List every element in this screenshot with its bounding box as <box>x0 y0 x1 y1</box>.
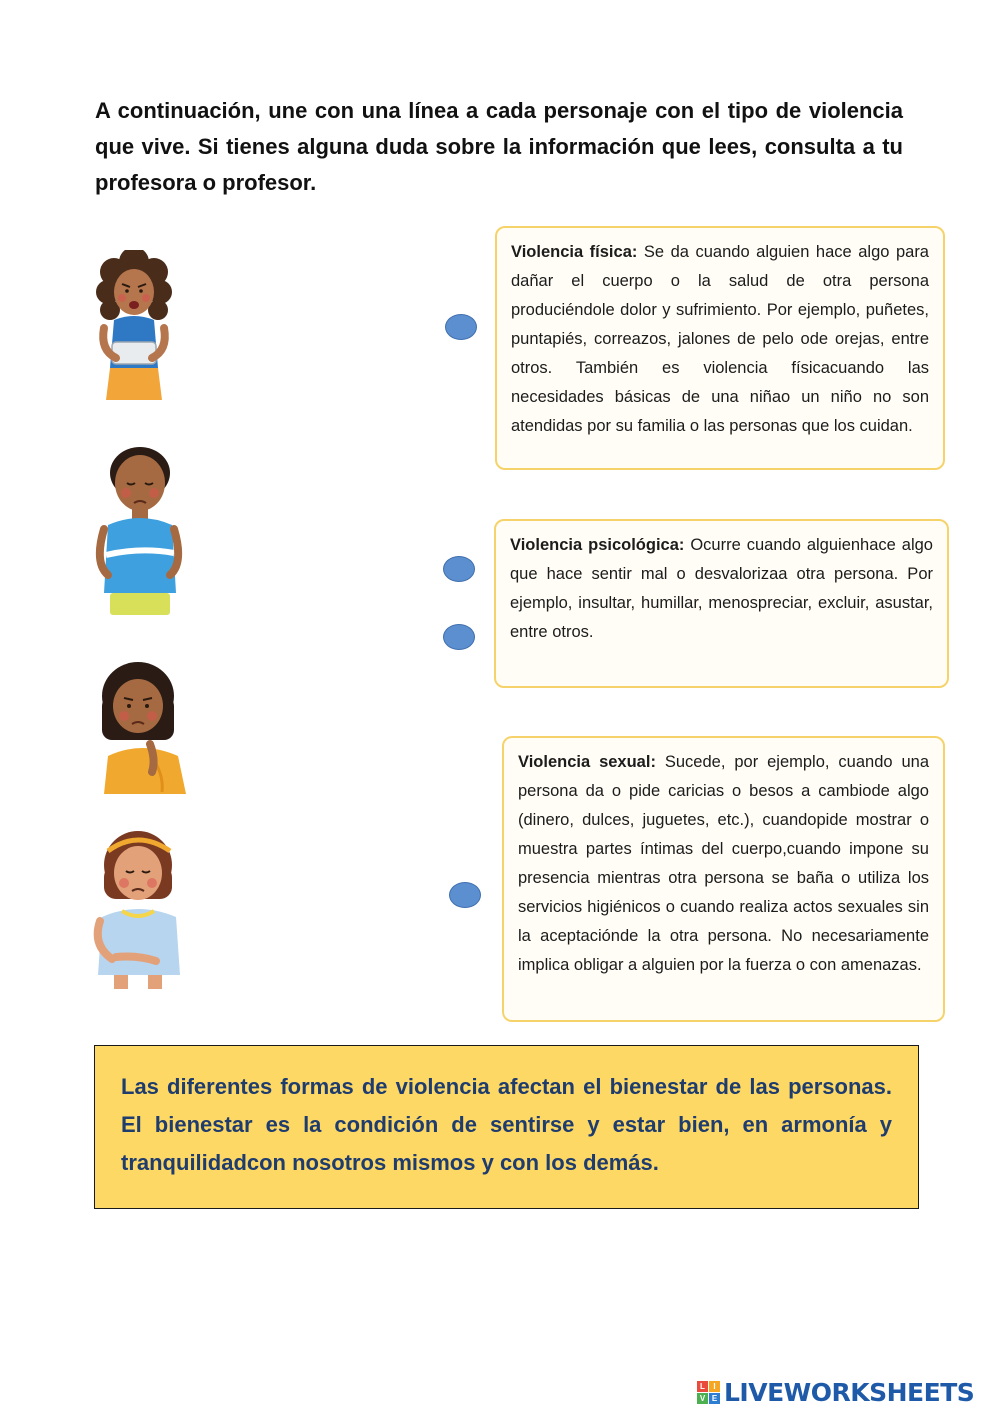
instructions-text: A continuación, une con una línea a cada personaje con el tipo de violencia que vive. Si tienes alguna duda sobre la información que lees, consulta a tu profesora o profesor. <box>95 98 903 195</box>
card-violencia-sexual <box>502 736 945 1022</box>
match-dot-sexual[interactable] <box>449 882 481 908</box>
summary-text: Las diferentes formas de violencia afectan el bienestar de las personas. El bienestar es la condición de sentirse y estar bien, en armonía y tranquilidadcon nosotros mismos y con los demás. <box>121 1074 892 1175</box>
match-dot-psicologica-2[interactable] <box>443 624 475 650</box>
brand-logo-letter: I <box>709 1381 720 1392</box>
brand-logo-letter: L <box>697 1381 708 1392</box>
card-term: Violencia sexual: <box>518 753 665 771</box>
sad-girl-figure <box>92 825 186 991</box>
card-term: Violencia física: <box>511 243 644 261</box>
sad-boy-figure <box>94 443 184 621</box>
card-violencia-psicologica <box>494 519 949 688</box>
angry-girl-figure <box>92 250 176 402</box>
match-dot-fisica[interactable] <box>445 314 477 340</box>
liveworksheets-logo <box>697 1374 974 1410</box>
card-text: Se da cuando alguien hace algo para dañar el cuerpo o la salud de otra persona produciéndole dolor y sufrimiento. Por ejemplo, puñetes, puntapiés, correazos, jalones de pelo ode orejas, entre otros. También es violencia físicacuando las necesidades básicas de una niñao un niño no son atendidas por su familia o las personas que los cuidan. <box>511 243 929 435</box>
brand-logo-icon <box>697 1381 720 1404</box>
brand-name: LIVEWORKSHEETS <box>724 1377 975 1407</box>
summary-box <box>94 1045 919 1209</box>
match-dot-psicologica-1[interactable] <box>443 556 475 582</box>
brand-logo-letter: V <box>697 1393 708 1404</box>
card-term: Violencia psicológica: <box>510 536 691 554</box>
card-text: Sucede, por ejemplo, cuando una persona da o pide caricias o besos a cambiode algo (dinero, dulces, juguetes, etc.), cuandopide mostrar o muestra partes íntimas del cuerpo,cuando impone su presencia mientras otra persona se baña o utiliza los servicios higiénicos o cuando realiza actos sexuales sin la aceptaciónde la otra persona. No necesariamente implica obligar a alguien por la fuerza o con amenazas. <box>518 753 929 974</box>
brand-logo-letter: E <box>709 1393 720 1404</box>
card-violencia-fisica <box>495 226 945 470</box>
card-text: Ocurre cuando alguienhace algo que hace sentir mal o desvalorizaa otra persona. Por ejemplo, insultar, humillar, menospreciar, excluir, asustar, entre otros. <box>510 536 933 641</box>
worried-girl-figure <box>94 660 188 794</box>
